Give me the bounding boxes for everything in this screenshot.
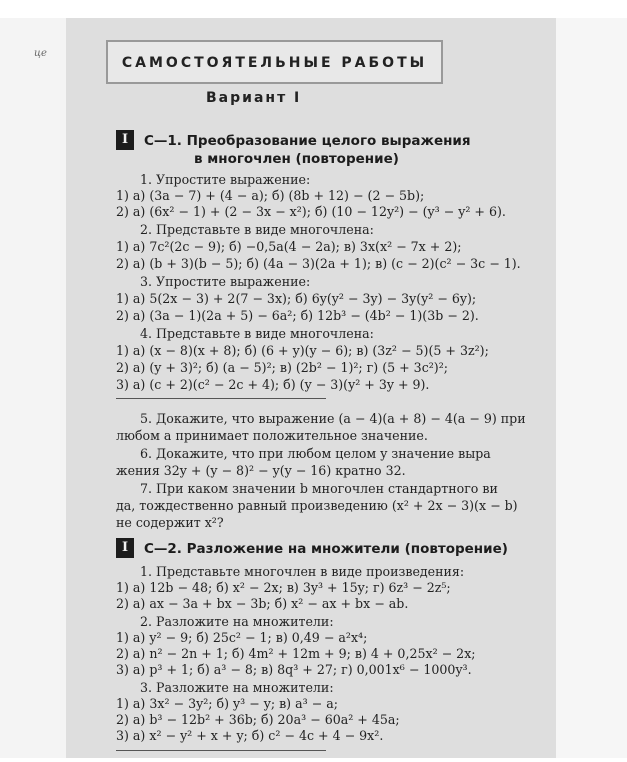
c2-task-1-heading: 1. Представьте многочлен в виде произведения: (140, 564, 465, 579)
task-1-heading: 1. Упростите выражение: (140, 172, 311, 187)
section-1-title-line2: в многочлен (повторение) (194, 151, 399, 167)
section-2-title: С—2. Разложение на множители (повторение) (144, 541, 508, 557)
c2-task-2-heading: 2. Разложите на множители: (140, 614, 334, 629)
task-6-line-2: жения 32y + (y − 8)² − y(y − 16) кратно 32. (116, 463, 406, 478)
task-2-heading: 2. Представьте в виде многочлена: (140, 222, 374, 237)
task-1-row-2: 2) а) (6x² − 1) + (2 − 3x − x²); б) (10 − 12y²) − (y³ − y² + 6). (116, 204, 506, 219)
c2-task-1-row-1: 1) а) 12b − 48; б) x² − 2x; в) 3y³ + 15y; г) 6z³ − 2z⁵; (116, 580, 451, 595)
section-1-title-line1: С—1. Преобразование целого выражения (144, 133, 471, 149)
margin-text-fragment: це (34, 48, 47, 59)
c2-task-3-row-3: 3) а) x² − y² + x + y; б) c² − 4c + 4 − 9x². (116, 728, 384, 743)
task-7-line-3: не содержит x²? (116, 515, 224, 530)
section-divider-2 (116, 750, 326, 751)
task-4-row-1: 1) а) (x − 8)(x + 8); б) (6 + y)(y − 6); в) (3z² − 5)(5 + 3z²); (116, 343, 489, 358)
task-2-row-1: 1) а) 7c²(2c − 9); б) −0,5a(4 − 2a); в) 3x(x² − 7x + 2); (116, 239, 462, 254)
variant-title: Вариант I (206, 90, 302, 106)
task-4-row-3: 3) а) (c + 2)(c² − 2c + 4); б) (y − 3)(y² + 3y + 9). (116, 377, 430, 392)
task-5-line-2: любом a принимает положительное значение. (116, 428, 428, 443)
c2-task-2-row-2: 2) а) n² − 2n + 1; б) 4m² + 12m + 9; в) 4 + 0,25x² − 2x; (116, 646, 476, 661)
task-4-row-2: 2) а) (y + 3)²; б) (a − 5)²; в) (2b² − 1)²; г) (5 + 3c²)²; (116, 360, 449, 375)
task-7-line-2: да, тождественно равный произведению (x² + 2x − 3)(x − b) (116, 498, 518, 513)
task-6-line-1: 6. Докажите, что при любом целом y значение выра (140, 446, 491, 461)
section-divider-1 (116, 398, 326, 399)
task-7-line-1: 7. При каком значении b многочлен стандартного ви (140, 481, 498, 496)
textbook-page (66, 18, 556, 758)
right-page-margin (556, 18, 627, 758)
c2-task-3-heading: 3. Разложите на множители: (140, 680, 334, 695)
task-2-row-2: 2) а) (b + 3)(b − 5); б) (4a − 3)(2a + 1); в) (c − 2)(c² − 3c − 1). (116, 256, 521, 271)
c2-task-3-row-1: 1) а) 3x² − 3y²; б) y³ − y; в) a³ − a; (116, 696, 338, 711)
c2-task-1-row-2: 2) а) ax − 3a + bx − 3b; б) x² − ax + bx − ab. (116, 596, 409, 611)
c2-task-2-row-3: 3) а) p³ + 1; б) a³ − 8; в) 8q³ + 27; г) 0,001x⁶ − 1000y³. (116, 662, 472, 677)
task-1-row-1: 1) а) (3a − 7) + (4 − a); б) (8b + 12) − (2 − 5b); (116, 188, 425, 203)
page-header-box (106, 40, 443, 84)
task-4-heading: 4. Представьте в виде многочлена: (140, 326, 374, 341)
c2-task-2-row-1: 1) а) y² − 9; б) 25c² − 1; в) 0,49 − a²x⁴; (116, 630, 368, 645)
c2-task-3-row-2: 2) а) b³ − 12b² + 36b; б) 20a³ − 60a² + 45a; (116, 712, 400, 727)
task-3-heading: 3. Упростите выражение: (140, 274, 311, 289)
task-3-row-2: 2) а) (3a − 1)(2a + 5) − 6a²; б) 12b³ − (4b² − 1)(3b − 2). (116, 308, 479, 323)
left-page-margin (0, 18, 66, 758)
section-1-marker: I (116, 130, 134, 150)
task-5-line-1: 5. Докажите, что выражение (a − 4)(a + 8) − 4(a − 9) при (140, 411, 526, 426)
page-header-title: САМОСТОЯТЕЛЬНЫЕ РАБОТЫ (121, 55, 428, 71)
task-3-row-1: 1) а) 5(2x − 3) + 2(7 − 3x); б) 6y(y² − 3y) − 3y(y² − 6y); (116, 291, 477, 306)
section-2-marker: I (116, 538, 134, 558)
